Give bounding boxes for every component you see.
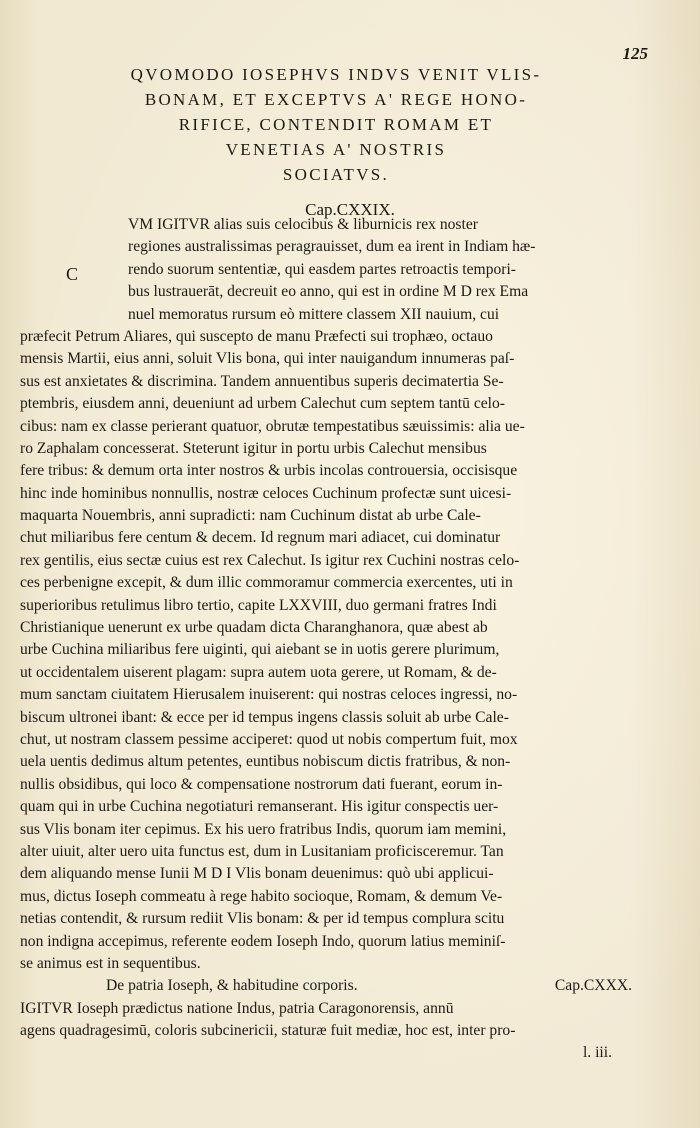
text-line: chut miliaribus fere centum & decem. Id regnum mari adiacet, cui dominatur	[20, 529, 501, 547]
text-line: sus est anxietates & discrimina. Tandem annuentibus superis decimatertia Se-	[20, 372, 504, 390]
text-line: mum sanctam ciuitatem Hierusalem inuiserent: qui nostras celoces ingressi, no-	[20, 686, 518, 704]
text-line: mus, dictus Ioseph commeatu à rege habito socioque, Romam, & demum Ve-	[20, 887, 503, 905]
text-line: quam qui in urbe Cuchina negotiaturi remanserant. His igitur conspectis uer-	[20, 798, 499, 816]
text-line: urbe Cuchina miliaribus fere uiginti, qui aiebant se in uotis gerere plurimum,	[20, 641, 500, 659]
text-line: alter uiuit, alter uero uita functus est, dum in Lusitaniam proficisceremur. Tan	[20, 842, 504, 860]
drop-capital: C	[66, 264, 79, 284]
body-text	[20, 214, 640, 1065]
text-line: non indigna accepimus, referente eodem Ioseph Indo, quorum latius meminiſ-	[20, 932, 506, 950]
text-line: sus Vlis bonam iter cepimus. Ex his uero fratribus Indis, quorum iam memini,	[20, 820, 507, 838]
chapter-heading	[56, 62, 616, 187]
subheading-chapter: Cap.CXXX.	[554, 977, 632, 995]
text-line: se animus est in sequentibus.	[20, 954, 201, 972]
text-line: bus lustrauerāt, decreuit eo anno, qui est in ordine M D rex Ema	[128, 283, 529, 301]
heading-line: QVOMODO IOSEPHVS INDVS VENIT VLIS-	[130, 65, 542, 84]
text-line: ro Zaphalam concesserat. Steterunt igitur in portu urbis Calechut mensibus	[20, 439, 487, 457]
subheading-title: De patria Ioseph, & habitudine corporis.	[106, 977, 358, 995]
signature-mark: l. iii.	[582, 1044, 612, 1062]
text-line: fere tribus: & demum orta inter nostros & urbis incolas controuersia, occisisque	[20, 462, 518, 480]
text-line: IGITVR Ioseph prædictus natione Indus, patria Caragonorensis, annū	[20, 999, 454, 1017]
text-line: ces perbenigne excepit, & dum illic commoramur commercia exercentes, uti in	[20, 574, 513, 592]
page-number: 125	[622, 44, 648, 63]
text-line: netias contendit, & rursum rediit Vlis bonam: & per id tempus complura scitu	[20, 910, 505, 928]
text-line: dem aliquando mense Iunii M D I Vlis bonam deuenimus: quò ubi applicui-	[20, 865, 494, 883]
text-line: agens quadragesimū, coloris subcinericii, staturæ fuit mediæ, hoc est, inter pro-	[20, 1022, 516, 1040]
text-line: rendo suorum sententiæ, qui easdem partes retroactis tempori-	[128, 260, 517, 278]
heading-line: VENETIAS A' NOSTRIS	[225, 140, 447, 159]
text-line: rex gentilis, eius sectæ cuius est rex Calechut. Is igitur rex Cuchini nostras celo-	[20, 551, 520, 569]
section-subheading	[20, 975, 640, 997]
heading-line: SOCIATVS.	[282, 165, 390, 184]
text-line: biscum ultronei ibant: & ecce per id tempus ingens classis soluit ab urbe Cale-	[20, 708, 509, 726]
text-line: maquarta Nouembris, anni supradicti: nam Cuchinum distat ab urbe Cale-	[20, 507, 481, 525]
heading-line: BONAM, ET EXCEPTVS A' REGE HONO-	[144, 90, 528, 109]
text-line: præfecit Petrum Aliares, qui suscepto de manu Præfecti sui trophæo, octauo	[20, 327, 493, 345]
text-line: nuel memoratus rursum eò mittere classem XII nauium, cui	[128, 305, 500, 323]
text-line: cibus: nam ex classe perierant quatuor, obrutæ tempestatibus sæuissimis: alia ue-	[20, 417, 525, 435]
text-line: regiones australissimas peragrauisset, dum ea irent in Indiam hæ-	[128, 238, 536, 256]
text-line: uela uentis dedimus altum petentes, euntibus nobiscum dictis fratribus, & non-	[20, 753, 511, 771]
chapter-number: Cap.CXXIX.	[305, 200, 395, 219]
text-line: Christianique uenerunt ex urbe quadam dicta Charanghanora, quæ abest ab	[20, 619, 488, 637]
text-line: nullis obsidibus, qui loco & compensatione nostrorum dati fuerant, eorum in-	[20, 775, 503, 793]
heading-line: RIFICE, CONTENDIT ROMAM ET	[178, 115, 494, 134]
text-line: chut, ut nostram classem pessime acciperet: quod ut nobis compertum fuit, mox	[20, 730, 518, 748]
text-line: mensis Martii, eius anni, soluit Vlis bona, qui inter nauigandum innumeras paſ-	[20, 350, 515, 368]
text-line: ptembris, eiusdem anni, deueniunt ad urbem Calechut cum septem tantū celo-	[20, 395, 505, 413]
text-line: hinc inde hominibus nonnullis, nostræ celoces Cuchinum profectæ sunt uicesi-	[20, 484, 512, 502]
text-line: ut occidentalem uiserent plagam: supra autem uota gerere, ut Romam, & de-	[20, 663, 497, 681]
text-line: superioribus retulimus libro tertio, capite LXXVIII, duo germani fratres Indi	[20, 596, 497, 614]
text-line: VM IGITVR alias suis celocibus & liburnicis rex noster	[128, 216, 478, 233]
